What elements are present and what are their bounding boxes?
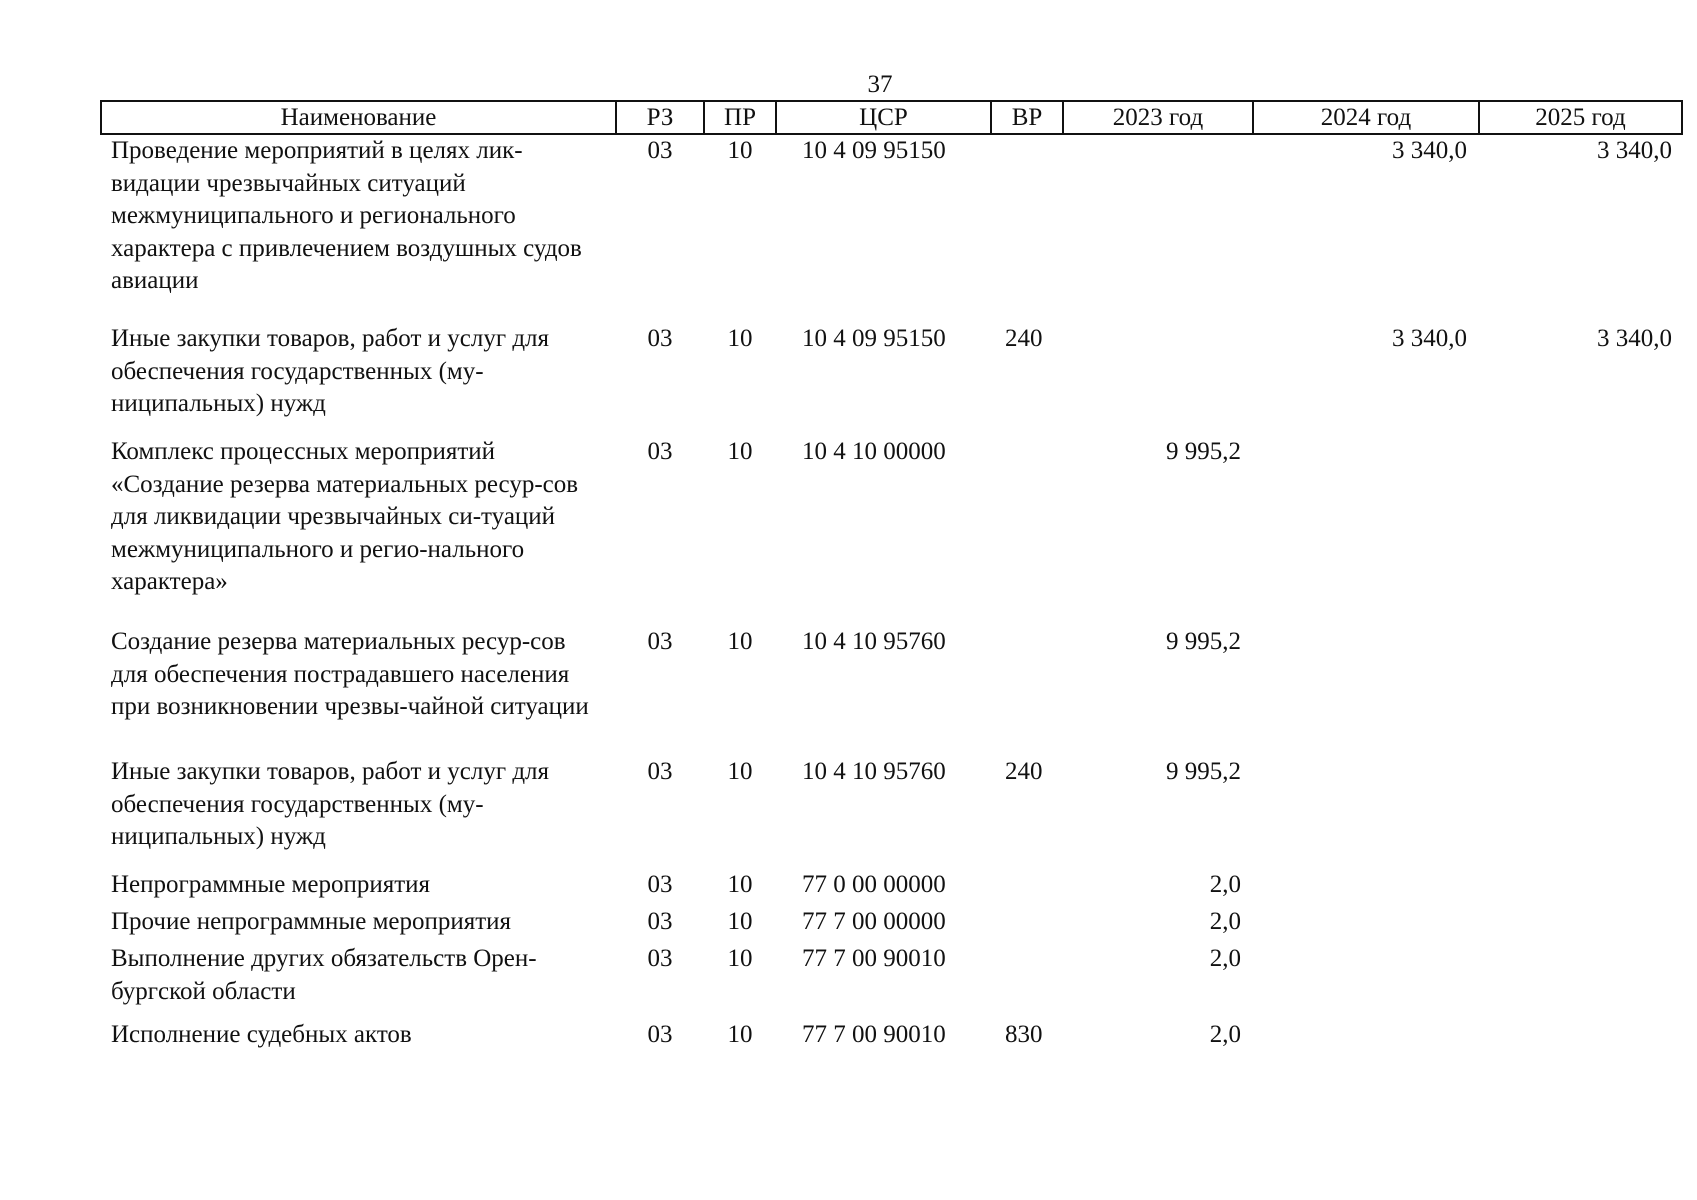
row-rz: 03: [647, 137, 673, 164]
row-name: Проведение мероприятий в целях лик-видации чрезвычайных ситуаций межмуниципального и регионального характера с привлечением воздушных судов авиации: [111, 137, 582, 294]
row-2023: 2,0: [1209, 908, 1241, 935]
row-rz: 03: [647, 628, 673, 655]
row-pr: 10: [727, 945, 753, 972]
table-row: [101, 436, 1682, 626]
row-2025: 3 340,0: [1597, 325, 1672, 352]
row-rz: 03: [647, 438, 673, 465]
row-rz: 03: [647, 325, 673, 352]
row-2025: [1479, 1019, 1682, 1056]
table-row: [101, 1019, 1682, 1056]
row-csr: 10 4 09 95150: [802, 325, 946, 352]
row-2025: 3 340,0: [1597, 137, 1672, 164]
row-pr: 10: [727, 325, 753, 352]
page-number: 37: [867, 71, 893, 98]
table-row: [101, 906, 1682, 943]
table-row: [101, 869, 1682, 906]
row-2024: 3 340,0: [1392, 325, 1467, 352]
row-2025: [1479, 906, 1682, 943]
header-pr: ПР: [704, 101, 776, 134]
row-2025: [1479, 869, 1682, 906]
table-header-row: [101, 101, 1682, 134]
header-2023: 2023 год: [1063, 101, 1253, 134]
header-name: Наименование: [101, 101, 616, 134]
row-pr: 10: [727, 758, 753, 785]
row-2024: [1253, 906, 1479, 943]
row-csr: 77 7 00 90010: [802, 1021, 946, 1048]
row-rz: 03: [647, 871, 673, 898]
row-2023: 9 995,2: [1166, 628, 1241, 655]
table-row: [101, 323, 1682, 436]
row-pr: 10: [727, 137, 753, 164]
budget-table: [100, 100, 1683, 1056]
row-name: Иные закупки товаров, работ и услуг для обеспечения государственных (му-ниципальных) нужд: [111, 758, 550, 850]
row-name: Иные закупки товаров, работ и услуг для обеспечения государственных (му-ниципальных) нужд: [111, 325, 550, 417]
row-vr: 240: [1005, 325, 1043, 352]
row-rz: 03: [647, 945, 673, 972]
table-row: [101, 756, 1682, 869]
row-2025: [1479, 943, 1682, 1019]
row-pr: 10: [727, 908, 753, 935]
row-2023: [1063, 323, 1253, 436]
row-csr: 10 4 09 95150: [802, 137, 946, 164]
header-2024: 2024 год: [1253, 101, 1479, 134]
header-2025: 2025 год: [1479, 101, 1682, 134]
row-2025: [1479, 626, 1682, 756]
row-name: Непрограммные мероприятия: [111, 871, 431, 898]
row-2023: [1063, 134, 1253, 323]
row-2023: 2,0: [1209, 945, 1241, 972]
row-2024: [1253, 626, 1479, 756]
row-2025: [1479, 436, 1682, 626]
row-name: Прочие непрограммные мероприятия: [111, 908, 512, 935]
row-vr: [991, 943, 1063, 1019]
row-csr: 77 0 00 00000: [802, 871, 946, 898]
row-2023: 9 995,2: [1166, 438, 1241, 465]
row-2023: 9 995,2: [1166, 758, 1241, 785]
row-vr: [991, 626, 1063, 756]
row-pr: 10: [727, 628, 753, 655]
row-vr: [991, 906, 1063, 943]
row-2024: 3 340,0: [1392, 137, 1467, 164]
header-csr: ЦСР: [776, 101, 991, 134]
row-csr: 10 4 10 95760: [802, 628, 946, 655]
row-2024: [1253, 943, 1479, 1019]
row-csr: 77 7 00 00000: [802, 908, 946, 935]
table-row: [101, 626, 1682, 756]
row-2025: [1479, 756, 1682, 869]
row-vr: [991, 134, 1063, 323]
row-2024: [1253, 756, 1479, 869]
row-2023: 2,0: [1209, 871, 1241, 898]
row-rz: 03: [647, 1021, 673, 1048]
row-pr: 10: [727, 438, 753, 465]
row-vr: 240: [1005, 758, 1043, 785]
row-vr: [991, 436, 1063, 626]
row-name: Комплекс процессных мероприятий «Создание резерва материальных ресур-сов для ликвидации чрезвычайных си-туаций межмуниципального и регио-нального характера»: [111, 438, 579, 595]
row-rz: 03: [647, 758, 673, 785]
row-name: Выполнение других обязательств Орен-бургской области: [111, 945, 537, 1005]
row-2024: [1253, 869, 1479, 906]
header-rz: РЗ: [616, 101, 704, 134]
row-csr: 10 4 10 00000: [802, 438, 946, 465]
row-pr: 10: [727, 1021, 753, 1048]
row-rz: 03: [647, 908, 673, 935]
row-vr: 830: [1005, 1021, 1043, 1048]
table-row: [101, 943, 1682, 1019]
row-csr: 77 7 00 90010: [802, 945, 946, 972]
row-csr: 10 4 10 95760: [802, 758, 946, 785]
header-vr: ВР: [991, 101, 1063, 134]
row-2024: [1253, 1019, 1479, 1056]
row-name: Исполнение судебных актов: [111, 1021, 412, 1048]
row-pr: 10: [727, 871, 753, 898]
row-2024: [1253, 436, 1479, 626]
row-name: Создание резерва материальных ресур-сов для обеспечения пострадавшего населения при возникновении чрезвы-чайной ситуации: [111, 628, 589, 720]
row-vr: [991, 869, 1063, 906]
row-2023: 2,0: [1209, 1021, 1241, 1048]
table-row: [101, 134, 1682, 323]
